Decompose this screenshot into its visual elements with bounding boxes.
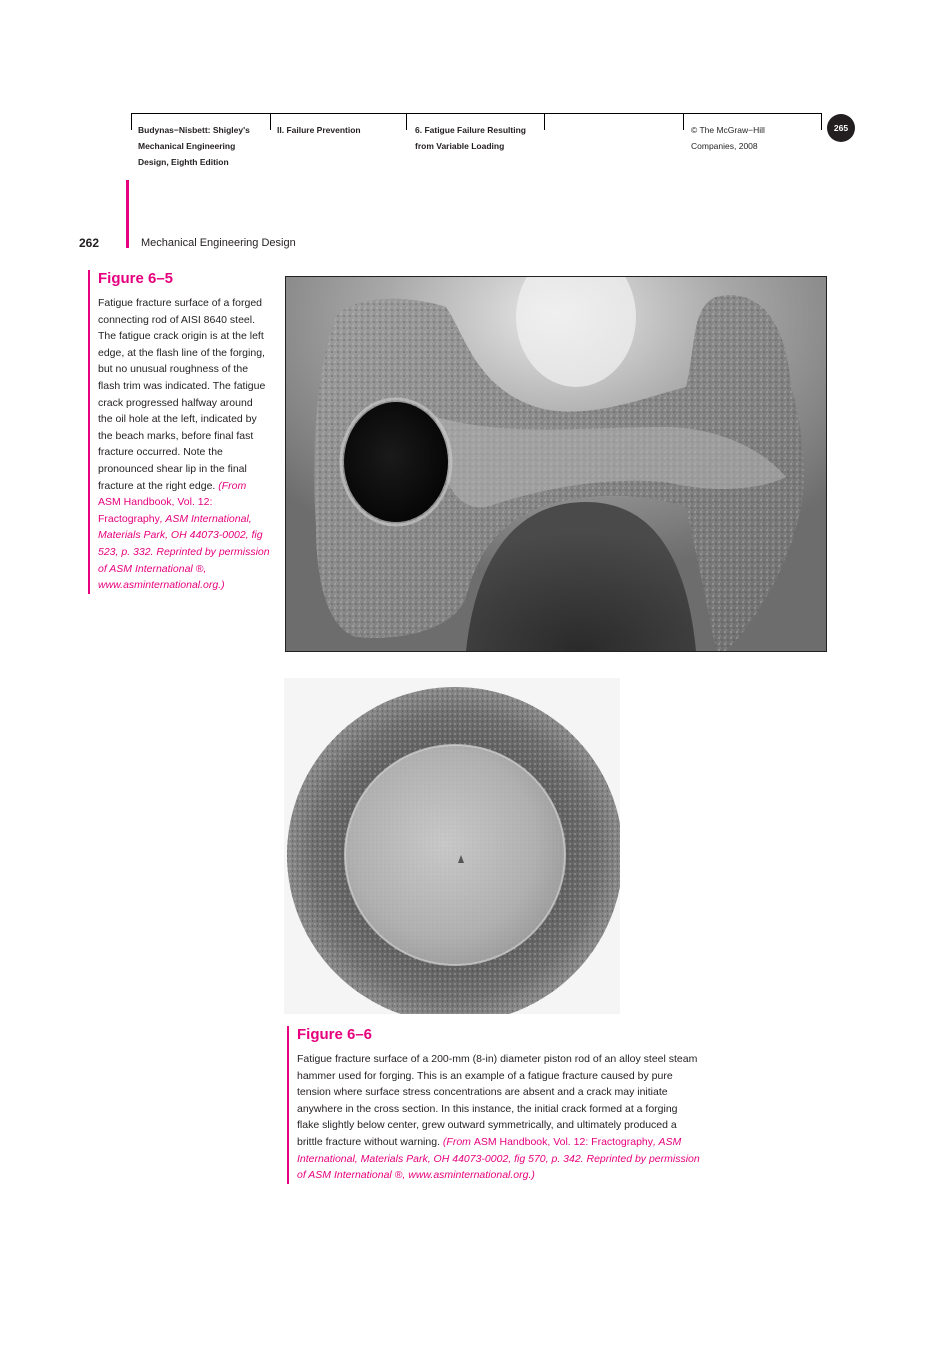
source-part: ASM Handbook bbox=[473, 1135, 548, 1148]
header-divider bbox=[544, 113, 545, 130]
source-part: Fractography bbox=[98, 512, 160, 525]
header-divider bbox=[406, 113, 407, 130]
source-part: Fractography bbox=[591, 1135, 654, 1148]
header-copyright: © The McGraw−Hill Companies, 2008 bbox=[691, 125, 765, 151]
header-divider bbox=[683, 113, 684, 130]
header-chapter: 6. Fatigue Failure Resulting from Variable Loading bbox=[415, 125, 526, 151]
source-part: , ASM International, Materials Park, OH 44073-0002, fig 570, p. 342. Reprinted by permission of ASM International ®, www.asminternational.org.) bbox=[297, 1135, 700, 1182]
figure-6-5-caption-block bbox=[88, 270, 270, 594]
header-divider bbox=[270, 113, 271, 130]
connecting-rod-fracture-image bbox=[286, 277, 826, 651]
source-part: ASM Handbook bbox=[98, 496, 172, 509]
source-part: , Vol. 12: bbox=[547, 1135, 592, 1148]
figure-6-5-source bbox=[98, 480, 270, 592]
figure-6-6-label: Figure 6–6 bbox=[297, 1026, 373, 1043]
header-rule bbox=[131, 113, 821, 114]
figure-6-5-caption-text: Fatigue fracture surface of a forged connecting rod of AISI 8640 steel. The fatigue crack origin is at the left edge, at the flash line of the forging, but no unusual roughness of the flash trim was indicated. The fatigue crack progressed halfway around the oil hole at the left, indicated by the beach marks, before final fast fracture occurred. Note the pronounced shear lip in the final fracture at the right edge. bbox=[98, 297, 266, 492]
source-part: (From bbox=[218, 479, 247, 492]
figure-6-6-caption-text: Fatigue fracture surface of a 200-mm (8-in) diameter piston rod of an alloy steel steam hammer used for forging. This is an example of a fatigue fracture caused by pure tension where surface stress concentrations are absent and a crack may initiate anywhere in the cross section. In this instance, the initial crack formed at a forging flake slightly below center, grew outward symmetrically, and ultimately produced a brittle fracture without warning. bbox=[297, 1053, 698, 1148]
source-part: , Vol. 12: bbox=[171, 496, 213, 509]
piston-rod-fracture-image bbox=[284, 678, 620, 1014]
header-book-title: Budynas−Nisbett: Shigley's Mechanical Engineering Design, Eighth Edition bbox=[138, 125, 250, 167]
header-divider bbox=[131, 113, 132, 130]
page-number: 262 bbox=[79, 236, 100, 250]
figure-6-5-photo bbox=[285, 276, 827, 652]
header-divider bbox=[821, 113, 822, 130]
figure-6-6-caption-block bbox=[287, 1026, 702, 1184]
figure-6-6-photo bbox=[284, 678, 620, 1014]
figure-6-6-caption bbox=[297, 1051, 702, 1184]
header-part: II. Failure Prevention bbox=[277, 125, 361, 135]
source-part: , ASM International, Materials Park, OH 44073-0002, fig 523, p. 332. Reprinted by permission of ASM International ®, www.asminternational.org.) bbox=[98, 512, 270, 592]
source-part: (From bbox=[442, 1135, 474, 1148]
running-title: Mechanical Engineering Design bbox=[141, 237, 296, 249]
figure-6-5-label: Figure 6–5 bbox=[98, 270, 174, 287]
pdf-page-badge: 265 bbox=[827, 114, 855, 142]
figure-6-5-caption bbox=[98, 295, 270, 594]
margin-marker bbox=[126, 180, 129, 248]
